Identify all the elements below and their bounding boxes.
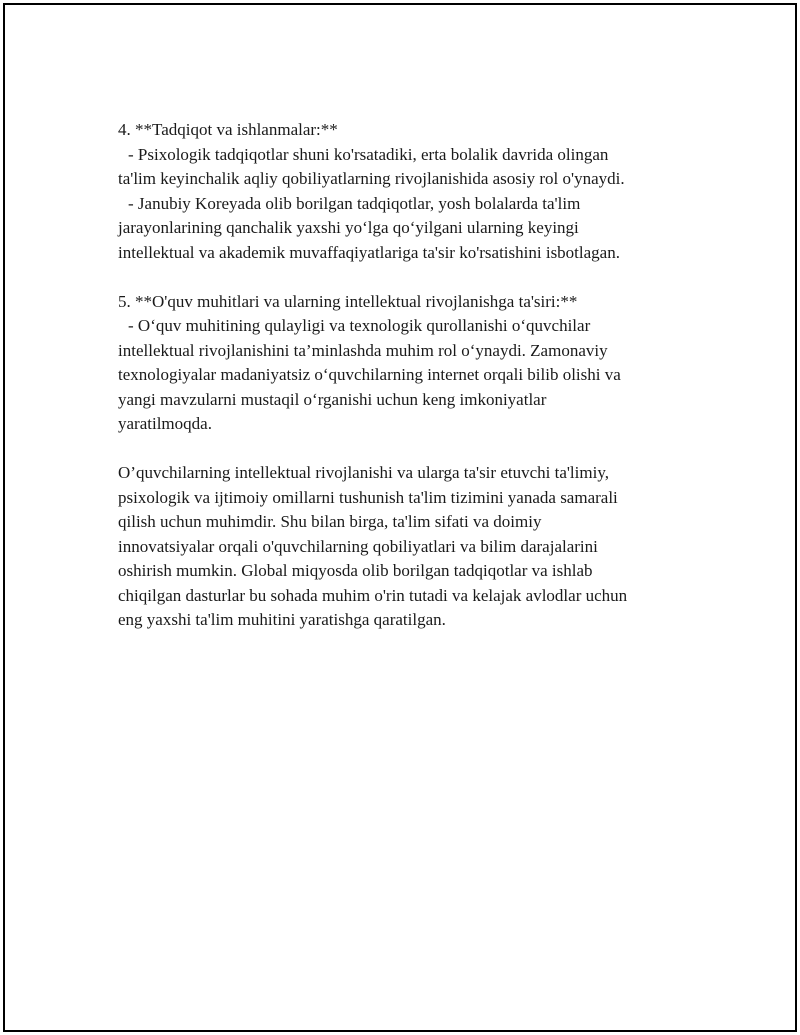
paragraph-line: O’quvchilarning intellektual rivojlanishi va ularga ta'sir etuvchi ta'limiy,: [118, 463, 609, 482]
paragraph-line: eng yaxshi ta'lim muhitini yaratishga qaratilgan.: [118, 610, 446, 629]
paragraph-line: psixologik va ijtimoiy omillarni tushunish ta'lim tizimini yanada samarali: [118, 487, 618, 507]
section-heading: 4. **Tadqiqot va ishlanmalar:**: [118, 120, 338, 139]
bullet-line: - Janubiy Koreyada olib borilgan tadqiqotlar, yosh bolalarda ta'lim: [128, 193, 581, 213]
document-body: [118, 118, 698, 633]
bullet-line: ta'lim keyinchalik aqliy qobiliyatlarning rivojlanishida asosiy rol o'ynaydi.: [118, 169, 625, 188]
bullet-line: yaratilmoqda.: [118, 414, 212, 433]
paragraph-line: qilish uchun muhimdir. Shu bilan birga, ta'lim sifati va doimiy: [118, 512, 542, 531]
paragraph-gap: [118, 437, 698, 462]
bullet-line: - Psixologik tadqiqotlar shuni ko'rsatadiki, erta bolalik davrida olingan: [128, 144, 609, 164]
section-learning-environments: [118, 290, 698, 437]
paragraph-line: oshirish mumkin. Global miqyosda olib borilgan tadqiqotlar va ishlab: [118, 561, 593, 580]
bullet-line: intellektual va akademik muvaffaqiyatlariga ta'sir ko'rsatishini isbotlagan.: [118, 242, 620, 262]
bullet-line: - O‘quv muhitining qulayligi va texnologik qurollanishi o‘quvchilar: [128, 316, 591, 335]
bullet-line: intellektual rivojlanishini ta’minlashda muhim rol o‘ynaydi. Zamonaviy: [118, 340, 608, 360]
paragraph-line: chiqilgan dasturlar bu sohada muhim o'rin tutadi va kelajak avlodlar uchun: [118, 585, 628, 605]
bullet-line: jarayonlarining qanchalik yaxshi yo‘lga qo‘yilgani ularning keyingi: [118, 218, 579, 237]
bullet-line: texnologiyalar madaniyatsiz o‘quvchilarning internet orqali bilib olishi va: [118, 365, 621, 384]
conclusion-paragraph: [118, 461, 698, 633]
paragraph-gap: [118, 265, 698, 290]
bullet-line: yangi mavzularni mustaqil o‘rganishi uchun keng imkoniyatlar: [118, 389, 547, 409]
section-heading: 5. **O'quv muhitlari va ularning intellektual rivojlanishga ta'siri:**: [118, 291, 578, 311]
section-research: [118, 118, 698, 265]
paragraph-line: innovatsiyalar orqali o'quvchilarning qobiliyatlari va bilim darajalarini: [118, 536, 598, 556]
